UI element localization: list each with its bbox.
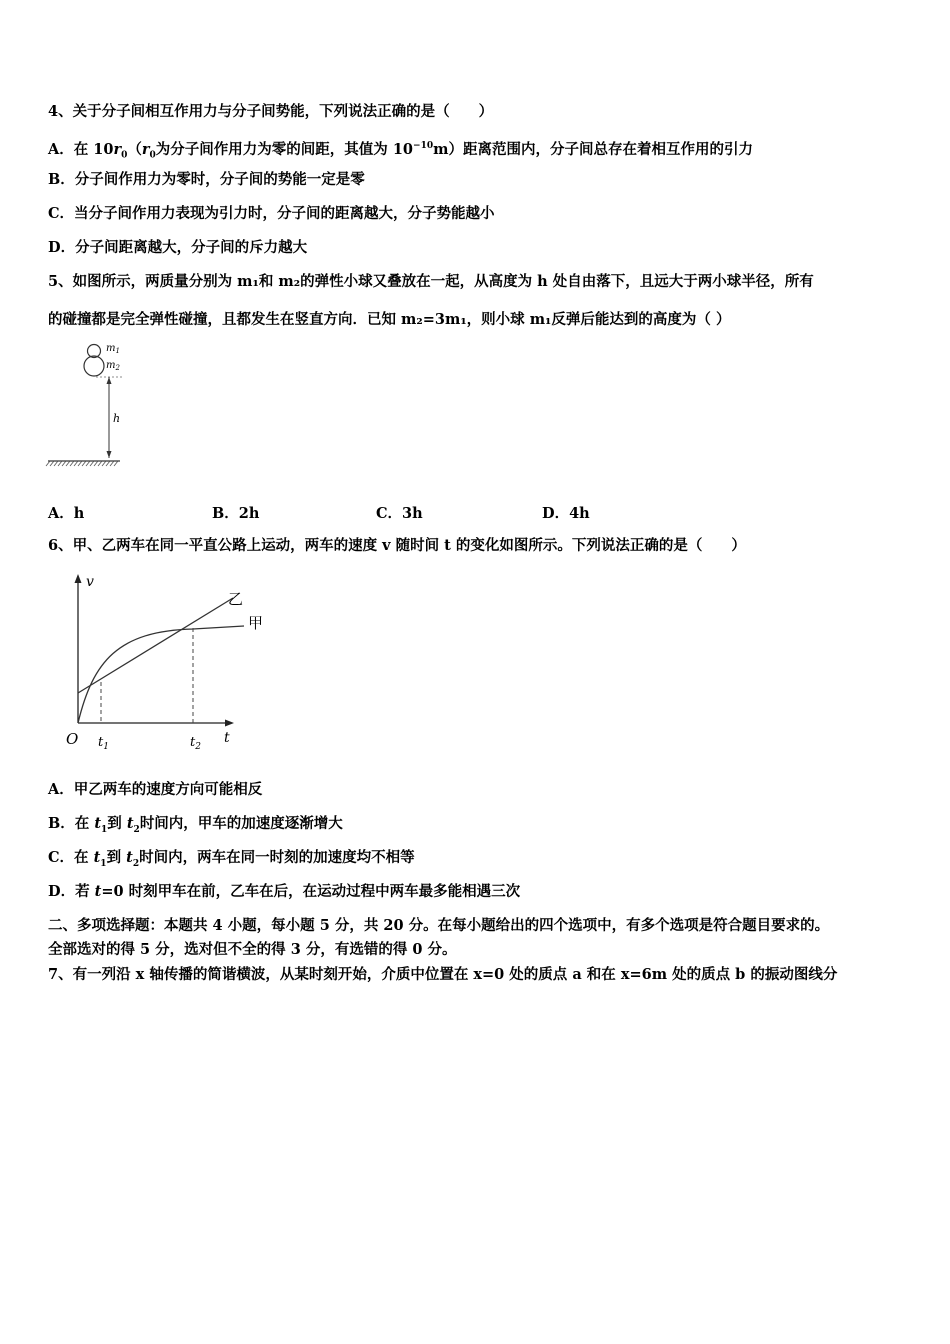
label-m2: $m_2$ (106, 360, 120, 372)
q5-stem-line1: 5、如图所示，两质量分别为 m₁和 m₂的弹性小球又叠放在一起，从高度为 h 处自由落下，且远大于两小球半径，所有 (48, 273, 814, 290)
q6-b-mid: 到 (107, 815, 127, 832)
q6-b-pre: B．在 (48, 815, 95, 832)
q4-stem: 4、关于分子间相互作用力与分子间势能，下列说法正确的是（ ） (48, 103, 494, 120)
q4-a-post: m）距离范围内，分子间总存在着相互作用的引力 (433, 140, 753, 158)
label-t1: $t_1$ (98, 735, 109, 752)
q5-option-b: B．2h (212, 505, 260, 522)
ground-hatch-stroke (102, 461, 106, 466)
label-v: v (86, 574, 94, 590)
q4-a-exp: −10 (413, 141, 434, 151)
q5-option-a: A．h (48, 505, 85, 522)
q4-a-r2: r (141, 140, 150, 158)
ground-hatch-stroke (70, 461, 74, 466)
ground-hatch-stroke (50, 461, 54, 466)
q6-c-t2: t (126, 849, 133, 866)
section2-heading-line2: 全部选对的得 5 分，选对但不全的得 3 分，有选错的得 0 分。 (48, 941, 457, 958)
q4-a-sub0: 0 (121, 150, 128, 161)
ground-hatch-stroke (114, 461, 118, 466)
q6-vt-graph (58, 566, 278, 756)
ground-hatch-stroke (106, 461, 110, 466)
ground-hatch-stroke (78, 461, 82, 466)
q4-option-a (48, 136, 753, 166)
q4-a-pre: A．在 10 (48, 140, 114, 158)
ground-hatch-stroke (94, 461, 98, 466)
q4-option-c: C．当分子间作用力表现为引力时，分子间的距离越大，分子势能越小 (48, 205, 495, 222)
q6-option-a: A．甲乙两车的速度方向可能相反 (48, 781, 263, 798)
q6-stem: 6、甲、乙两车在同一平直公路上运动，两车的速度 v 随时间 t 的变化如图所示。下列说法正确的是（ ） (48, 537, 746, 554)
ball-m2 (84, 356, 104, 376)
q6-b-s2: 2 (133, 824, 140, 835)
label-jia: 甲 (248, 614, 264, 632)
label-h: h (113, 412, 121, 425)
q4-a-mid2: 为分子间作用力为零的间距，其值为 10 (155, 140, 414, 158)
q6-d-post: =0 时刻甲车在前，乙车在后，在运动过程中两车最多能相遇三次 (101, 883, 521, 900)
line-yi (78, 598, 233, 693)
q4-option-d: D．分子间距离越大，分子间的斥力越大 (48, 239, 308, 256)
ground-hatch-stroke (86, 461, 90, 466)
height-arrow-bottom (107, 451, 112, 458)
q6-c-s1: 1 (100, 858, 107, 869)
q4-option-b: B．分子间作用力为零时，分子间的势能一定是零 (48, 171, 365, 188)
q6-b-t1: t (94, 815, 102, 832)
ground-hatch-stroke (90, 461, 94, 466)
q6-c-pre: C．在 (48, 849, 94, 866)
height-arrow-top (107, 377, 112, 384)
ground-hatch-stroke (98, 461, 102, 466)
ground-hatch-stroke (66, 461, 70, 466)
q4-a-sub1: 0 (149, 150, 156, 161)
v-axis-arrow (75, 574, 82, 583)
q6-c-t1: t (93, 849, 101, 866)
q6-c-s2: 2 (132, 858, 140, 869)
q6-option-b (48, 814, 343, 840)
q6-c-post: 时间内，两车在同一时刻的加速度均不相等 (139, 849, 415, 866)
q4-a-r: r (113, 140, 122, 158)
label-origin: O (66, 730, 79, 748)
label-m1: $m_1$ (106, 343, 120, 355)
q6-b-s1: 1 (101, 824, 108, 835)
q6-option-d (48, 882, 520, 902)
ground-hatch-stroke (82, 461, 86, 466)
ground-hatch-stroke (54, 461, 58, 466)
q6-c-mid: 到 (106, 849, 127, 866)
ground-hatch (46, 461, 118, 466)
ground-hatch-stroke (46, 461, 50, 466)
q5-options (48, 502, 648, 522)
t-axis-arrow (225, 720, 234, 727)
q6-b-t2: t (126, 815, 134, 832)
q6-b-post: 时间内，甲车的加速度逐渐增大 (139, 815, 343, 832)
ground-hatch-stroke (58, 461, 62, 466)
q5-stem-line2: 的碰撞都是完全弹性碰撞，且都发生在竖直方向．已知 m₂=3m₁，则小球 m₁反弹后能达到的高度为（ ） (48, 311, 731, 328)
q4-a-mid1: （ (127, 140, 142, 158)
ground-hatch-stroke (74, 461, 78, 466)
ground-hatch-stroke (62, 461, 66, 466)
ground-hatch-stroke (110, 461, 114, 466)
section2-heading-line1: 二、多项选择题：本题共 4 小题，每小题 5 分，共 20 分。在每小题给出的四个选项中，有多个选项是符合题目要求的。 (48, 917, 830, 934)
q6-d-t: t (94, 883, 102, 900)
q5-figure (44, 340, 134, 470)
q5-option-d: D．4h (542, 505, 590, 522)
q6-option-c (48, 848, 415, 874)
label-yi: 乙 (228, 590, 244, 608)
q5-option-c: C．3h (376, 505, 423, 522)
label-t: t (224, 730, 230, 746)
curve-jia (78, 626, 244, 723)
q7-stem-line1: 7、有一列沿 x 轴传播的简谐横波，从某时刻开始，介质中位置在 x=0 处的质点 a 和在 x=6m 处的质点 b 的振动图线分 (48, 966, 838, 983)
label-t2: $t_2$ (190, 735, 201, 752)
q6-d-pre: D．若 (48, 883, 95, 900)
